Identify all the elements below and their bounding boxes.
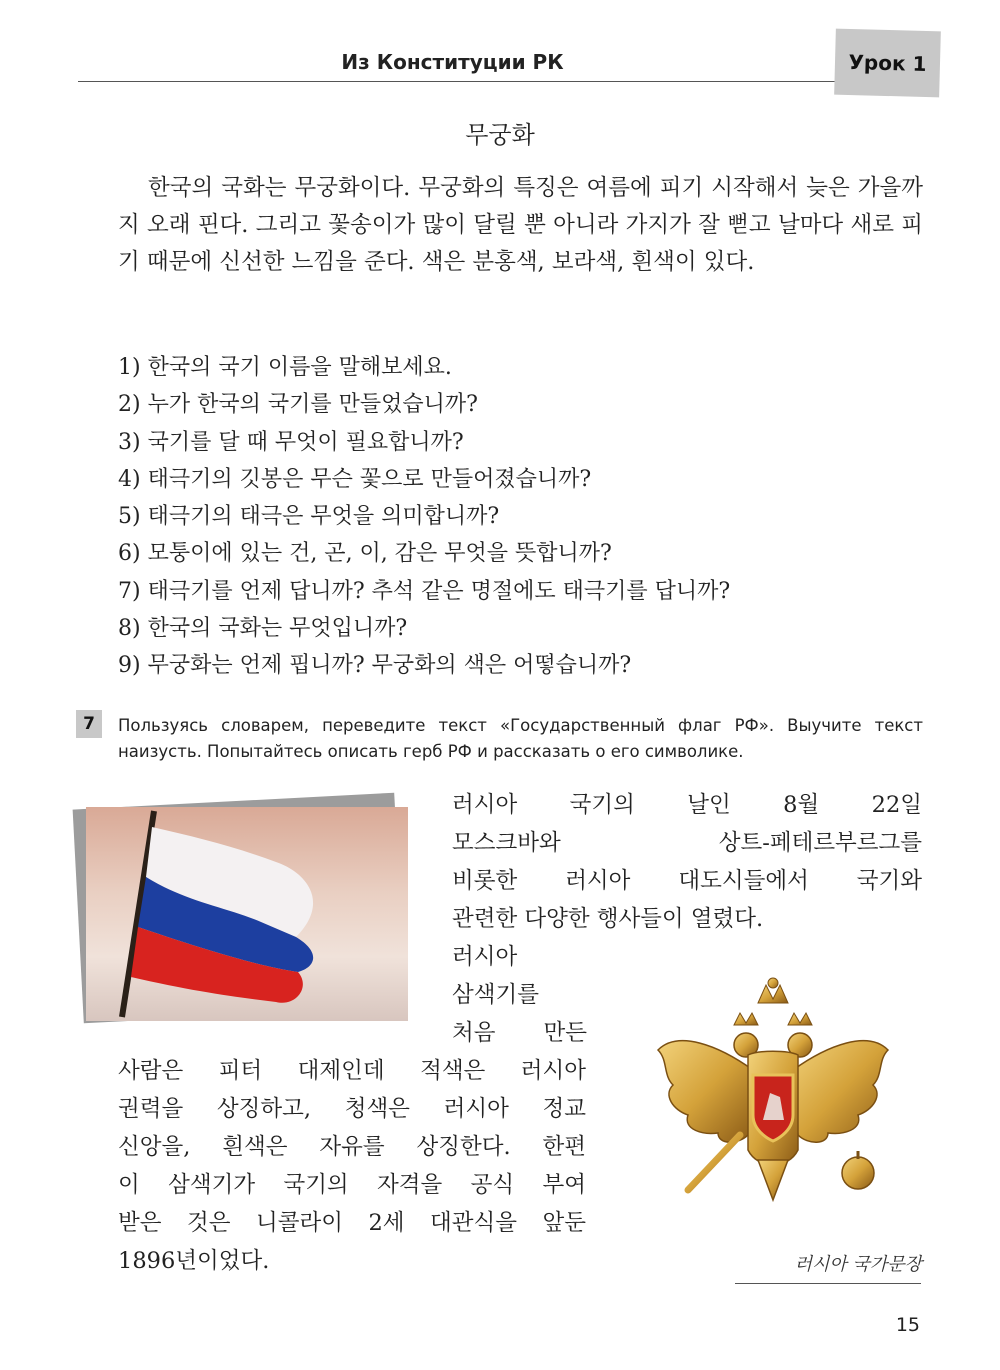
flag-text-top: [452, 786, 922, 938]
russian-flag-photo-icon: [72, 797, 412, 1025]
question-list: [118, 349, 923, 685]
text-line: 권력을 상징하고, 청색은 러시아 정교: [118, 1096, 586, 1122]
text-line: 받은 것은 니콜라이 2세 대관식을 앞둔: [118, 1210, 586, 1236]
text-line: 신앙을, 흰색은 자유를 상징한다. 한편: [118, 1134, 586, 1160]
russian-coat-of-arms-icon: [648, 975, 898, 1215]
right-crown: [788, 1013, 812, 1025]
flag-illustration: [86, 807, 408, 1021]
text-line: 삼색기를: [452, 982, 539, 1008]
text-line: 사람은 피터 대제인데 적색은 러시아: [118, 1058, 586, 1084]
question-item: 5) 태극기의 태극은 무엇을 의미합니까?: [118, 504, 500, 530]
eagle-tail: [758, 1160, 788, 1200]
lesson-tab: Урок 1: [834, 29, 941, 98]
page-number: 15: [895, 1314, 920, 1336]
section-title: 무궁화: [465, 121, 535, 149]
header-title: Из Конституции РК: [341, 50, 564, 74]
left-crown: [734, 1013, 758, 1025]
crown-cross: [768, 978, 778, 988]
section-paragraph: 한국의 국화는 무궁화이다. 무궁화의 특징은 여름에 피기 시작해서 늦은 가을까지 오래 핀다. 그리고 꽃송이가 많이 달릴 뿐 아니라 가지가 잘 뻗고 날마다 새로 피기 때문에 신선한 느낌을 준다. 색은 분홍색, 보라색, 흰색이 있다.: [118, 175, 923, 275]
left-wing: [658, 1041, 753, 1143]
question-item: 8) 한국의 국화는 무엇입니까?: [118, 616, 408, 642]
text-line: 러시아 국기의 날인 8월 22일: [452, 792, 922, 818]
photo-frame: [86, 807, 408, 1021]
emblem-caption: 러시아 국가문장: [794, 1254, 922, 1275]
orb: [842, 1157, 874, 1189]
question-item: 9) 무궁화는 언제 핍니까? 무궁화의 색은 어떻습니까?: [118, 653, 632, 679]
question-item: 3) 국기를 달 때 무엇이 필요합니까?: [118, 429, 464, 455]
question-item: 2) 누가 한국의 국기를 만들었습니까?: [118, 392, 478, 418]
text-line: 관련한 다양한 행사들이 열렸다.: [452, 906, 764, 932]
right-wing: [793, 1041, 888, 1143]
caption-rule: [735, 1283, 921, 1284]
question-item: 6) 모퉁이에 있는 건, 곤, 이, 감은 무엇을 뜻합니까?: [118, 541, 612, 567]
text-line: 1896년이었다.: [118, 1248, 270, 1274]
scepter: [688, 1135, 740, 1190]
flag-text-bottom: [118, 1052, 586, 1280]
text-line: 모스크바와 상트-페테르부르그를: [452, 830, 922, 856]
question-item: 4) 태극기의 깃봉은 무슨 꽃으로 만들어졌습니까?: [118, 466, 592, 492]
flag-text-narrow: [452, 938, 587, 1052]
text-line: 처음 만든: [452, 1020, 587, 1046]
exercise-instruction: Пользуясь словарем, переведите текст «Государственный флаг РФ». Выучите текст наизусть. Попытайтесь описать герб РФ и рассказать о его символике.: [118, 716, 923, 761]
text-line: 러시아: [452, 944, 518, 970]
exercise-number: 7: [76, 710, 102, 738]
emblem-illustration: [648, 975, 898, 1215]
question-item: 1) 한국의 국기 이름을 말해보세요.: [118, 355, 452, 380]
question-item: 7) 태극기를 언제 답니까? 추석 같은 명절에도 태극기를 답니까?: [118, 578, 731, 604]
header-rule: [78, 81, 838, 82]
text-line: 이 삼색기가 국기의 자격을 공식 부여: [118, 1172, 586, 1198]
text-line: 비롯한 러시아 대도시들에서 국기와: [452, 868, 922, 894]
